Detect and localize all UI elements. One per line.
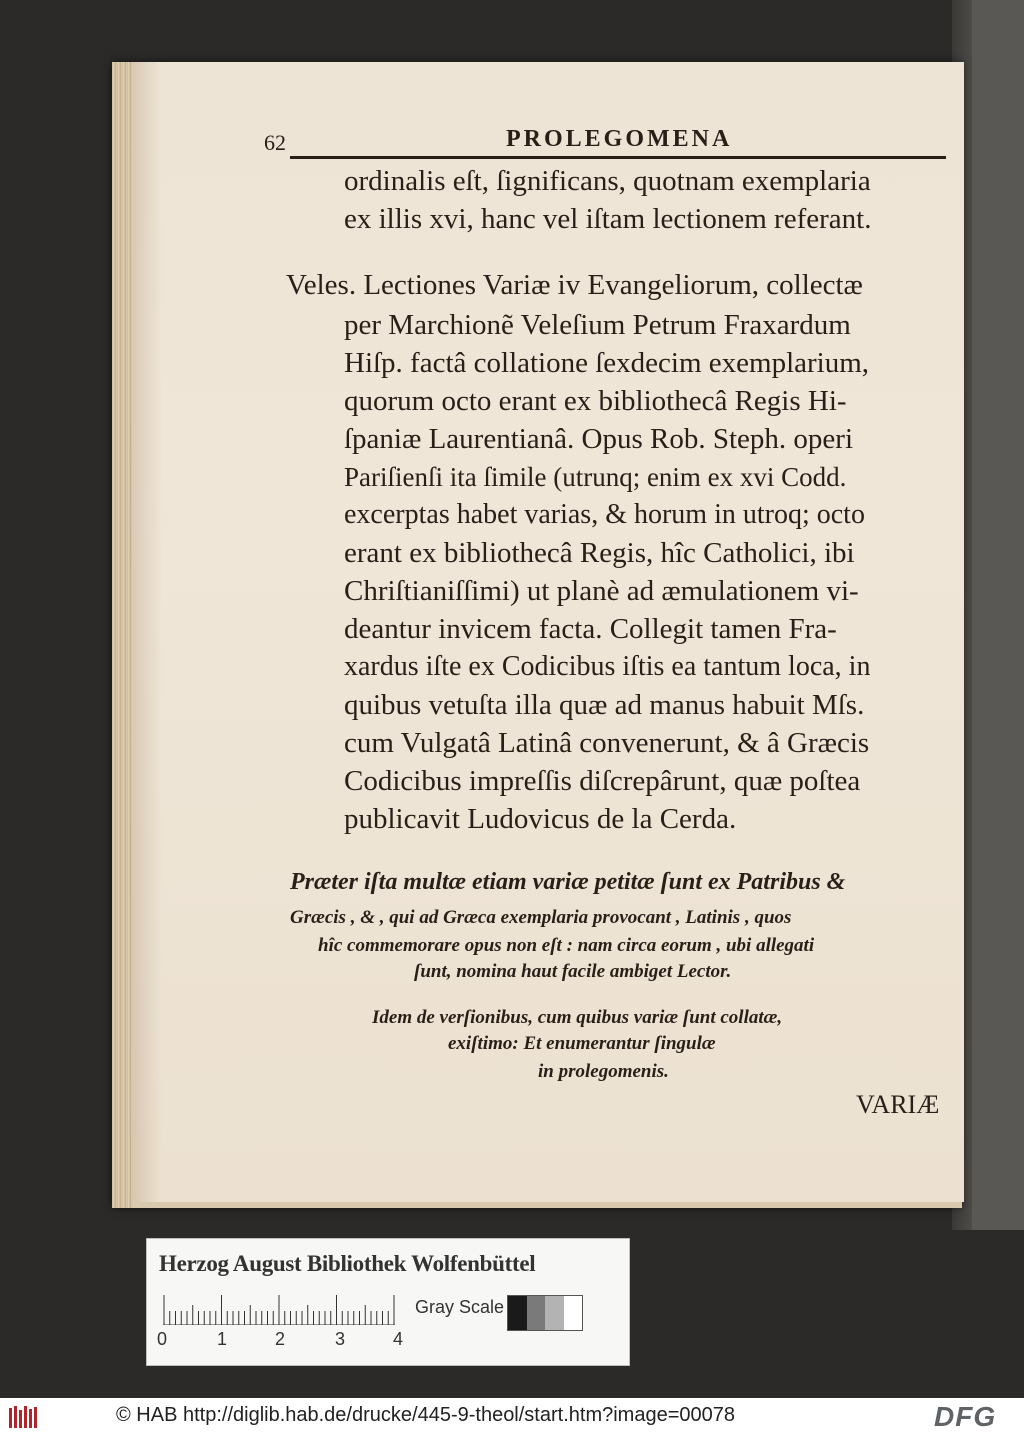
italic-line: ſunt, nomina haut facile ambiget Lector. bbox=[414, 961, 732, 982]
italic-line: Præter iſta multæ etiam variæ petitæ ſunt ex Patribus & bbox=[290, 869, 846, 895]
running-head: PROLEGOMENA bbox=[506, 126, 733, 152]
ruler-number: 0 bbox=[157, 1329, 168, 1349]
scan-backdrop-cover bbox=[972, 0, 1024, 1230]
page-edges bbox=[112, 62, 134, 1208]
italic-line: Idem de verſionibus, cum quibus variæ ſunt collatæ, bbox=[372, 1007, 783, 1028]
text-line: deantur invicem facta. Collegit tamen Fra- bbox=[344, 613, 837, 645]
hab-logo-icon bbox=[8, 1404, 42, 1430]
ruler-scale bbox=[163, 1295, 395, 1325]
text-line: excerptas habet varias, & horum in utroq; octo bbox=[344, 499, 865, 530]
swatch-white bbox=[564, 1296, 583, 1330]
text-line: Hiſp. factâ collatione ſexdecim exemplarium, bbox=[344, 347, 870, 379]
library-name: Herzog August Bibliothek Wolfenbüttel bbox=[159, 1251, 536, 1276]
text-line: ex illis xvi, hanc vel iſtam lectionem referant. bbox=[344, 203, 872, 235]
dfg-logo: DFG bbox=[934, 1401, 997, 1432]
text-line: quibus vetuſta illa quæ ad manus habuit Mſs. bbox=[344, 689, 865, 721]
footer-copyright-url[interactable]: © HAB http://diglib.hab.de/drucke/445-9-theol/start.htm?image=00078 bbox=[116, 1404, 735, 1426]
text-line: publicavit Ludovicus de la Cerda. bbox=[344, 803, 737, 835]
text-line: erant ex bibliothecâ Regis, hîc Catholici, ibi bbox=[344, 537, 855, 569]
italic-line: Græcis , & , qui ad Græca exemplaria provocant , Latinis , quos bbox=[290, 907, 792, 928]
page-gutter-shadow bbox=[132, 62, 162, 1202]
ruler-number: 1 bbox=[217, 1329, 228, 1349]
italic-line: in prolegomenis. bbox=[538, 1061, 669, 1082]
text-line: Codicibus impreſſis diſcrepârunt, quæ poſtea bbox=[344, 765, 861, 797]
grayscale-swatches bbox=[507, 1295, 583, 1331]
text-line: cum Vulgatâ Latinâ convenerunt, & â Græcis bbox=[344, 727, 870, 759]
header-rule bbox=[290, 156, 946, 159]
text-line: Pariſienſi ita ſimile (utrunq; enim ex xvi Codd. bbox=[344, 462, 847, 492]
text-line: xardus iſte ex Codicibus iſtis ea tantum loca, in bbox=[344, 651, 871, 682]
swatch-light-gray bbox=[545, 1296, 564, 1330]
text-line: per Marchionẽ Veleſium Petrum Fraxardum bbox=[344, 309, 851, 341]
text-line: ſpaniæ Laurentianâ. Opus Rob. Steph. operi bbox=[344, 423, 854, 455]
ruler-numbers bbox=[153, 1329, 413, 1353]
page-number: 62 bbox=[264, 130, 286, 155]
ruler-number: 3 bbox=[335, 1329, 346, 1349]
ruler-number: 4 bbox=[393, 1329, 404, 1349]
swatch-dark-gray bbox=[527, 1296, 546, 1330]
italic-line: exiſtimo: Et enumerantur ſingulæ bbox=[448, 1033, 716, 1054]
swatch-black bbox=[508, 1296, 527, 1330]
text-line: Veles. Lectiones Variæ iv Evangeliorum, collectæ bbox=[286, 269, 863, 301]
library-color-card bbox=[146, 1238, 630, 1366]
italic-line: hîc commemorare opus non eſt : nam circa eorum , ubi allegati bbox=[318, 935, 815, 956]
grayscale-label: Gray Scale bbox=[415, 1297, 505, 1317]
text-line: quorum octo erant ex bibliothecâ Regis Hi- bbox=[344, 385, 847, 417]
text-line: Chriſtianiſſimi) ut planè ad æmulationem vi- bbox=[344, 575, 859, 607]
text-line: ordinalis eſt, ſignificans, quotnam exemplaria bbox=[344, 165, 871, 197]
footer-bar bbox=[0, 1398, 1024, 1436]
catchword: VARIÆ bbox=[856, 1090, 940, 1119]
page-header bbox=[264, 124, 944, 158]
ruler-number: 2 bbox=[275, 1329, 286, 1349]
